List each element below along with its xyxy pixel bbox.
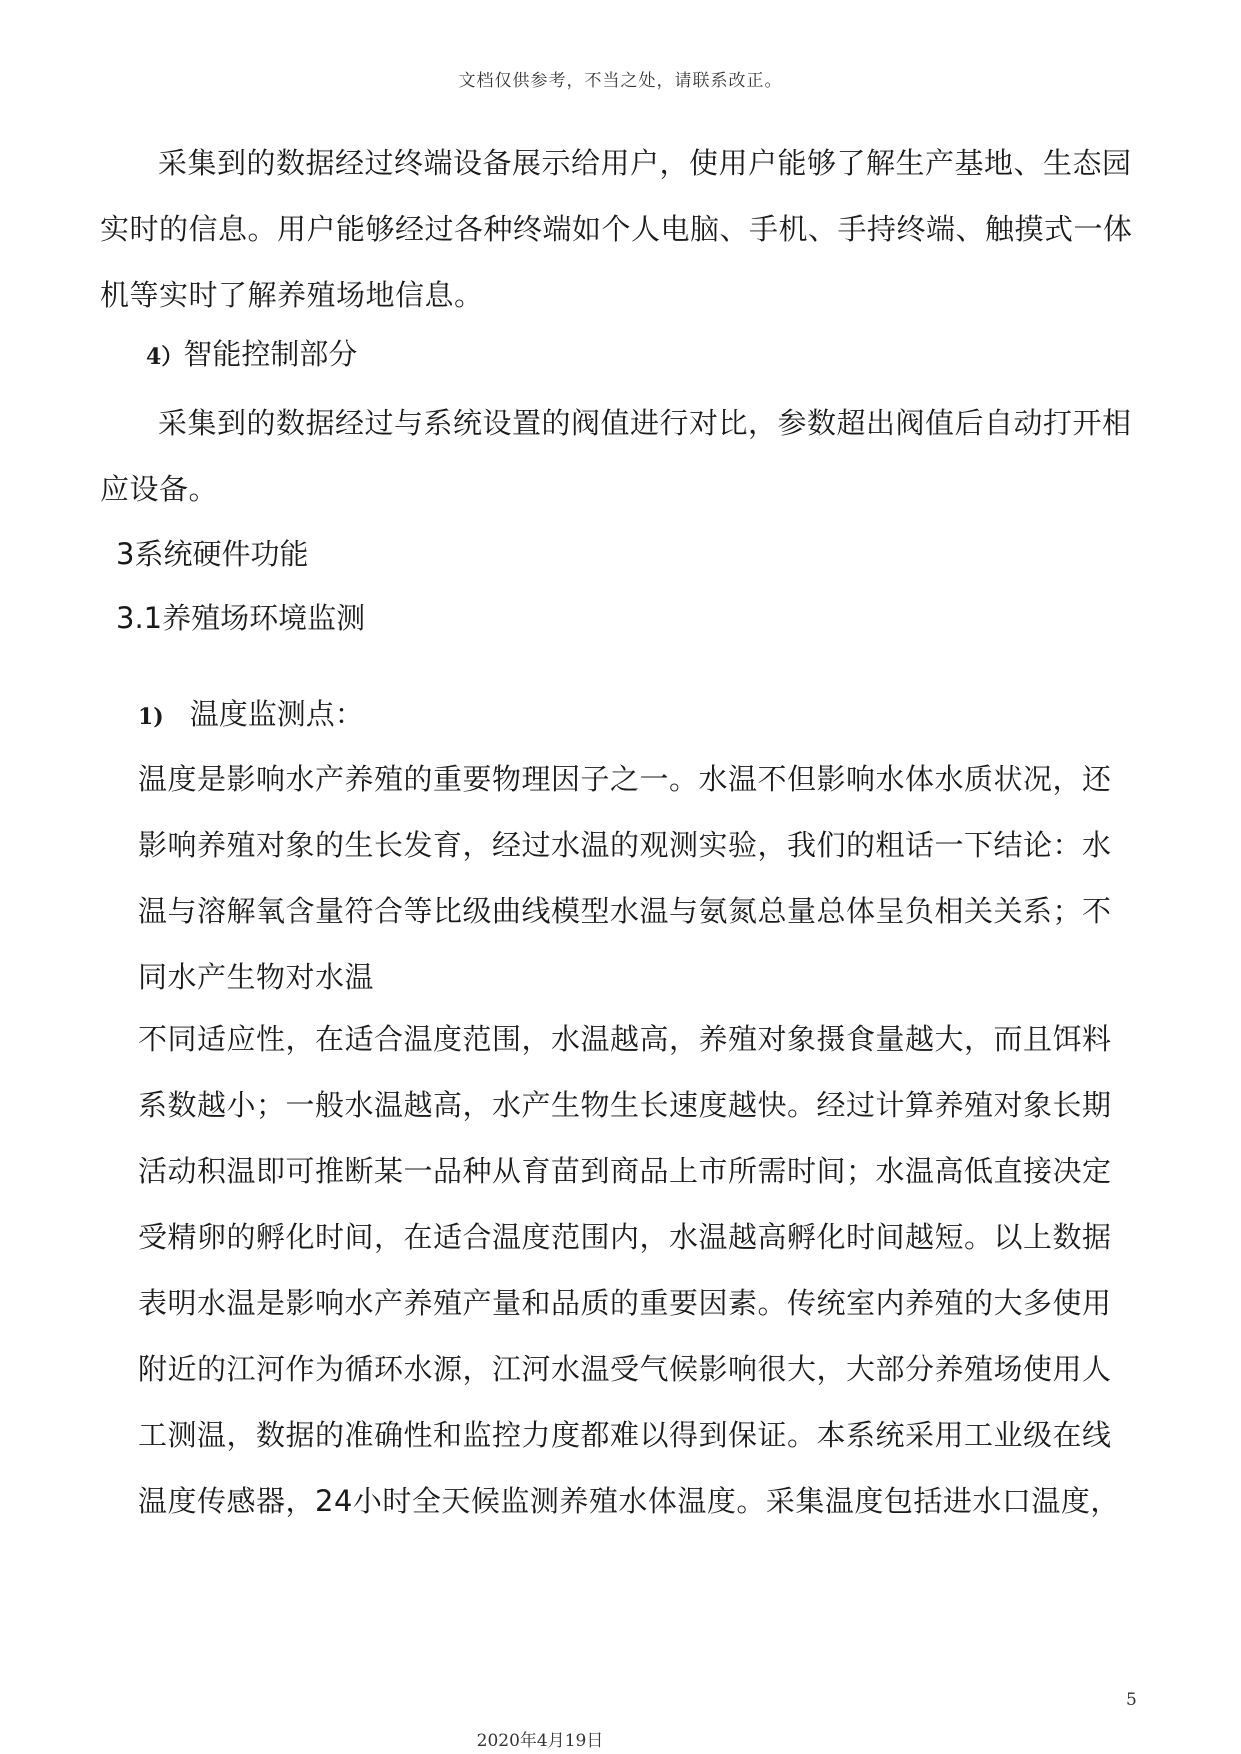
- paragraph-display: 采集到的数据经过终端设备展示给用户，使用户能够了解生产基地、生态园实时的信息。用户能够经过各种终端如个人电脑、手机、手持终端、触摸式一体机等实时了解养殖场地信息。: [100, 146, 1133, 312]
- footer-date: 2020年4月19日: [476, 1731, 604, 1751]
- paragraph-temperature-2: 不同适应性，在适合温度范围，水温越高，养殖对象摄食量越大，而且饵料系数越小；一般水温越高，水产生物生长速度越快。经过计算养殖对象长期活动积温即可推断某一品种从育苗到商品上市所需时间；水温高低直接决定受精卵的孵化时间，在适合温度范围内，水温越高孵化时间越短。以上数据表明水温是影响水产养殖产量和品质的重要因素。传统室内养殖的大多使用附近的江河作为循环水源，江河水温受气候影响很大，大部分养殖场使用人工测温，数据的准确性和监控力度都难以得到保证。本系统采用工业级在线温度传感器，24小时全天候监测养殖水体温度。采集温度包括进水口温度，: [138, 1022, 1120, 1518]
- smart-control-heading-title: 智能控制部分: [183, 337, 358, 371]
- header-disclaimer: 文档仅供参考，不当之处，请联系改正。: [458, 71, 783, 91]
- paragraph-control: 采集到的数据经过与系统设置的阀值进行对比，参数超出阀值后自动打开相应设备。: [100, 406, 1132, 506]
- page-number: 5: [1126, 1690, 1137, 1710]
- smart-control-heading-number: 4）: [146, 344, 184, 370]
- temperature-heading: [138, 690, 364, 741]
- section-3-heading: 3系统硬件功能: [116, 537, 309, 571]
- temperature-heading-title: 温度监测点：: [189, 697, 364, 731]
- temperature-heading-number: 1): [138, 704, 164, 730]
- section-3-1-heading: 3.1养殖场环境监测: [116, 601, 366, 635]
- smart-control-heading: [146, 330, 357, 381]
- paragraph-temperature-1: 温度是影响水产养殖的重要物理因子之一。水温不但影响水体水质状况，还影响养殖对象的生长发育，经过水温的观测实验，我们的粗话一下结论：水温与溶解氧含量符合等比级曲线模型水温与氨氮总量总体呈负相关关系；不同水产生物对水温: [138, 762, 1112, 994]
